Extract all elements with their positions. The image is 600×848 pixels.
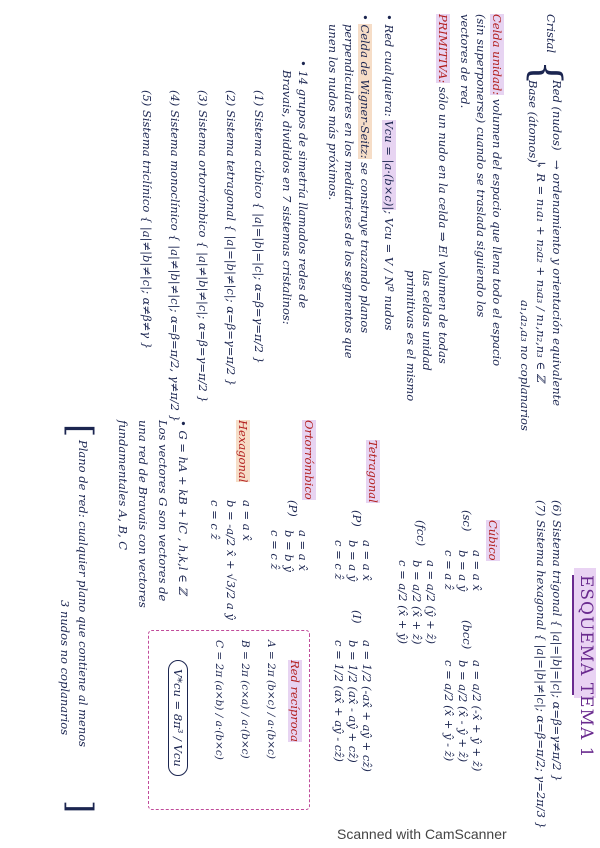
hexagonal-label: Hexagonal (236, 420, 250, 483)
reciprocal-C: C = 2π (a×b) / a·(b×c) (213, 640, 225, 760)
orthorhombic-label: Ortorrómbico (302, 420, 316, 500)
tetragonal-label: Tetragonal (366, 440, 380, 503)
hexagonal-a: a = a x̂ (240, 500, 254, 541)
cubic-sc-c: c = a ẑ (442, 550, 456, 590)
page-title: ESQUEMA TEMA 1 (576, 575, 596, 759)
primitive-text-3: primitivas es el mismo (404, 270, 418, 402)
cubic-bcc-c: c = a/2 (x̂ + ŷ - ẑ) (442, 660, 456, 762)
orthorhombic-p-c: c = c ẑ (268, 530, 282, 570)
cubic-fcc-label: (fcc) (414, 520, 428, 547)
wigner-label: Celda de Wigner-Seitz: (358, 24, 372, 159)
cubic-sc-label: (sc) (460, 510, 474, 532)
hexagonal-b: b = -a/2 x̂ + √3/2 a ŷ (224, 500, 238, 620)
crystal-net-vector: ↳ R = n₁a₁ + n₂a₂ + n₃a₃ / n₁,n₂,n₃ ∈ ℤ (534, 160, 548, 383)
bravais-intro: 14 grupos de simetría llamados redes de (296, 70, 310, 309)
primitive-text-2: las celdas unidad (420, 270, 434, 371)
tetragonal-p-label: (P) (350, 510, 364, 527)
scanner-watermark: Scanned with CamScanner (337, 826, 507, 842)
orthorhombic-p-label: (P) (286, 500, 300, 517)
cubic-bcc-a: a = a/2 (-x̂ + ŷ + ẑ) (470, 660, 484, 772)
hexagonal-c: c = c ẑ (208, 500, 222, 540)
unit-cell-text-1: volumen del espacio que llena todo el espacio (490, 98, 504, 367)
crystal-brace: { (523, 60, 569, 86)
plane-bracket-right: ] (60, 800, 100, 814)
unit-cell-text-2: (sin superponerse) cuando se traslada siguiendo los (474, 14, 488, 318)
tetragonal-i-label: (I) (350, 610, 364, 624)
reciprocal-B: B = 2π (c×a) / a·(b×c) (239, 640, 251, 759)
crystal-net-props: → ordenamiento y orientación equivalente (550, 160, 564, 407)
wigner-text-3: unen los nudos más próximos. (326, 24, 340, 201)
cubic-sc-a: a = a x̂ (470, 550, 484, 591)
bravais-system-4: (4) Sistema monoclínico { |a|≠|b|≠|c|; α=β=π/2, γ≠π/2 } (168, 90, 182, 422)
reciprocal-label: Red recíproca (288, 660, 302, 742)
bravais-system-5: (5) Sistema triclínico { |a|≠|b|≠|c|; α≠β≠γ } (140, 90, 154, 350)
reciprocal-g: G = hA + kB + lC , h,k,l ∈ ℤ (176, 430, 190, 595)
cubic-fcc-c: c = a/2 (x̂ + ŷ) (396, 560, 410, 644)
tetragonal-p-c: c = c ẑ (332, 540, 346, 580)
unit-cell-label: Celda unidad: (490, 14, 504, 96)
crystal-base: Base (átomos) (526, 80, 540, 163)
crystal-net-note: a₁,a₂,a₃ no coplanarios (518, 300, 532, 431)
cubic-fcc-b: b = a/2 (x̂ + ẑ) (410, 560, 424, 645)
lattice-volume-2: ; Vcu = V / Nº nudos (382, 210, 396, 331)
wigner-text-2: perpendiculares en los mediatrices de los segmentos que (342, 24, 356, 359)
bravais-system-1: (1) Sistema cúbico { |a|=|b|=|c|; α=β=γ=π/2 } (252, 90, 266, 364)
crystal-net: Red (nudos) (550, 80, 564, 151)
cubic-bcc-b: b = a/2 (x̂ - ŷ + ẑ) (456, 660, 470, 763)
bravais-system-7: (7) Sistema hexagonal { |a|=|b|≠|c|; α=β=π/2; γ=2π/3 } (534, 500, 548, 829)
tetragonal-p-b: b = a ŷ (346, 540, 360, 582)
cubic-sc-b: b = a ŷ (456, 550, 470, 592)
tetragonal-p-a: a = a x̂ (360, 540, 374, 581)
orthorhombic-p-a: a = a x̂ (296, 530, 310, 571)
bravais-system-6: (6) Sistema trigonal { |a|=|b|=|c|; α=β=γ≠π/2 } (550, 500, 564, 782)
plane-text-1: Plano de red: cualquier plano que contiene al menos (76, 440, 90, 748)
cubic-label: Cúbico (486, 520, 500, 561)
reciprocal-A: A = 2π (b×c) / a·(b×c) (265, 640, 277, 759)
bravais-system-2: (2) Sistema tetragonal { |a|=|b|≠|c|; α=β=γ=π/2 } (224, 90, 238, 387)
bravais-system-3: (3) Sistema ortorrómbico { |a|≠|b|≠|c|; α=β=γ=π/2 } (196, 90, 210, 403)
plane-text-2: 3 nudos no coplanarios (58, 600, 72, 736)
crystal-label: Cristal (544, 14, 558, 54)
cubic-fcc-a: a = a/2 (ŷ + ẑ) (424, 560, 438, 644)
bravais-intro-2: Bravais, divididos en 7 sistemas cristalinos: (280, 70, 294, 325)
tetragonal-i-c: c = 1/2 (ax̂ + aŷ - cẑ) (332, 640, 346, 762)
reciprocal-g-text-1: Los vectores G son vectores de (156, 420, 170, 602)
tetragonal-i-a: a = 1/2 (-ax̂ + aŷ + cẑ) (360, 640, 374, 772)
wigner-text-1: se construye trazando planos (358, 162, 372, 334)
reciprocal-g-text-2: una red de Bravais con vectores (136, 420, 150, 608)
primitive-label: PRIMITIVA: (436, 14, 450, 84)
rotated-notes-sheet: ESQUEMA TEMA 1 Cristal { Red (nudos) → ordenamiento y orientación equivalente ↳ R = n₁a₁ + n₂a₂ + n₃a₃ / n₁,n₂,n₃ ∈ ℤ a₁,a₂,a₃ no coplanarios Base (átomos) Celda unidad: volumen del espacio que llena todo el espacio (sin superponerse) cuando se traslada siguiendo los vectores de red. PRIMITIVA: sólo un nudo en la celda ⇒ El volumen de todas las celdas unidad primitivas es el mismo • Red cualquiera: Vcu = |a·(b×c)|; Vcu = V / Nº nudos • Celda de Wigner-Seitz: se construye trazando planos perpendiculares en los mediatrices de los segmentos que unen los nudos más próximos. • 14 grupos de simetría llamados redes de Bravais, divididos en 7 sistemas cristalinos: (1) Sistema cúbico { |a|=|b|=|c|; α=β=γ=π/2 } (2) Sistema tetragonal { |a|=|b|≠|c|; α=β=γ=π/2 } (3) Sistema ortorrómbico { |a|≠|b|≠|c|; α=β=γ=π/2 } (4) Sistema monoclínico { |a|≠|b|≠|c|; α=β=π/2, γ≠π/2 } (5) Sistema triclínico { |a|≠|b|≠|c|; α≠β≠γ } (6) Sistema trigonal { |a|=|b|=|c|; α=β=γ≠π/2 } (7) Sistema hexagonal { |a|=|b|≠|c|; α=β=π/2; γ=2π/3 } Cúbico (sc) a = a x̂ b = a ŷ c = a ẑ (bcc) a = a/2 (-x̂ + ŷ + ẑ) b = a/2 (x̂ - ŷ + ẑ) c = a/2 (x̂ + ŷ - ẑ) (fcc) a = a/2 (ŷ + ẑ) b = a/2 (x̂ + ẑ) c = a/2 (x̂ + ŷ) Tetragonal (P) a = a x̂ b = a ŷ c = c ẑ (I) a = 1/2 (-ax̂ + aŷ + cẑ) b = 1/2 (ax̂ - aŷ + cẑ) c = 1/2 (ax̂ + aŷ - cẑ) Ortorrómbico (P) a = a x̂ b = b ŷ c = c ẑ Hexagonal a = a x̂ b = -a/2 x̂ + √3/2 a ŷ c = c ẑ Red recíproca A = 2π (b×c) / a·(b×c) B = 2π (c×a) / a·(b×c) C = 2π (a×b) / a·(b×c) V*cu = 8π³ / Vcu • G = hA + kB + lC , h,k,l ∈ ℤ Los vectores G son vectores de una red de Bravais con vectores fundamentales A, B, C [ Plano de red: cualquier plano que contiene al menos 3 nudos no coplanarios ] (58, 14, 596, 829)
reciprocal-g-text-3: fundamentales A, B, C (116, 420, 130, 551)
reciprocal-volume: V*cu = 8π³ / Vcu (168, 660, 188, 776)
plane-bracket-left: [ (60, 424, 100, 438)
orthorhombic-p-b: b = b ŷ (282, 530, 296, 572)
lattice-bullet: Red cualquiera: (382, 24, 396, 117)
primitive-text: sólo un nudo en la celda ⇒ El volumen de todas (436, 86, 450, 364)
tetragonal-i-b: b = 1/2 (ax̂ - aŷ + cẑ) (346, 640, 360, 763)
title-underline (572, 575, 574, 695)
unit-cell-text-3: vectores de red. (458, 14, 472, 109)
cubic-bcc-label: (bcc) (460, 620, 474, 650)
lattice-volume: Vcu = |a·(b×c)| (382, 120, 396, 211)
